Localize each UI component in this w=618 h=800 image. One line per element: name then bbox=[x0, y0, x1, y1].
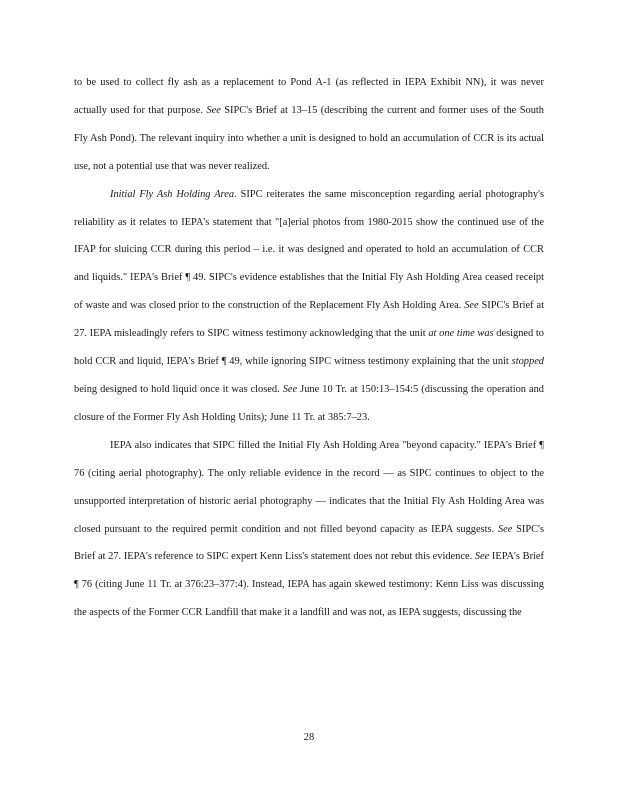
text-run: to be used to collect fly ash as a replacement to Pond A-1 (as reflected in IEPA Exhibit NN), it was never actually used for that purpose. bbox=[74, 77, 544, 116]
paragraph bbox=[74, 432, 544, 627]
text-run: SIPC's Brief at 27. IEPA's reference to SIPC expert Kenn Liss's statement does not rebut this evidence. bbox=[74, 523, 544, 563]
italic-text: at one time was bbox=[428, 328, 494, 340]
italic-text: See bbox=[464, 300, 479, 312]
italic-text: See bbox=[474, 551, 490, 563]
text-run: IEPA also indicates that SIPC filled the Initial Fly Ash Holding Area "beyond capacity." IEPA's Brief ¶ 76 (citing aerial photography). The only reliable evidence in the record — as SIPC continues to object to the unsupported interpretation of historic aerial photography — indicates that the Initial Fly Ash Holding Area was closed pursuant to the required permit condition and not filled beyond capacity as IEPA suggests. bbox=[74, 439, 544, 535]
text-run: IEPA's Brief ¶ 76 (citing June 11 Tr. at 376:23–377:4). Instead, IEPA has again skewed testimony: Kenn Liss was discussing the aspects of the Former CCR Landfill that make it a landfill and was not, as IEPA suggests, discussing the bbox=[74, 551, 544, 619]
paragraph bbox=[74, 181, 544, 432]
text-run: being designed to hold liquid once it was closed. bbox=[74, 383, 283, 395]
page-number: 28 bbox=[303, 732, 315, 743]
italic-text: See bbox=[497, 523, 513, 535]
italic-text: See bbox=[282, 383, 298, 395]
text-run: designed to hold CCR and liquid, IEPA's Brief ¶ 49, while ignoring SIPC witness testimony explaining that the unit bbox=[74, 328, 545, 368]
body-text bbox=[74, 69, 544, 627]
paragraph bbox=[74, 69, 544, 181]
text-run: SIPC's Brief at 13–15 (describing the current and former uses of the South Fly Ash Pond). The relevant inquiry into whether a unit is designed to hold an accumulation of CCR is its actual use, not a potential use that was never realized. bbox=[74, 104, 544, 172]
italic-text: Initial Fly Ash Holding Area bbox=[110, 188, 235, 200]
text-run: SIPC's Brief at 27. IEPA misleadingly refers to SIPC witness testimony acknowledging that the unit bbox=[74, 300, 544, 340]
italic-text: See bbox=[206, 104, 221, 116]
italic-text: stopped bbox=[511, 356, 544, 368]
text-run: June 10 Tr. at 150:13–154:5 (discussing the operation and closure of the Former Fly Ash Holding Units); June 11 Tr. at 385:7–23. bbox=[74, 383, 545, 423]
text-run: . SIPC reiterates the same misconception regarding aerial photography's reliability as it relates to IEPA's statement that "[a]erial photos from 1980-2015 show the continued use of the IFAP for sluicing CCR during this period – i.e. it was designed and operated to hold an accumulation of CCR and liquids." IEPA's Brief ¶ 49. SIPC's evidence establishes that the Initial Fly Ash Holding Area ceased receipt of waste and was closed prior to the construction of the Replacement Fly Ash Holding Area. bbox=[74, 188, 544, 312]
